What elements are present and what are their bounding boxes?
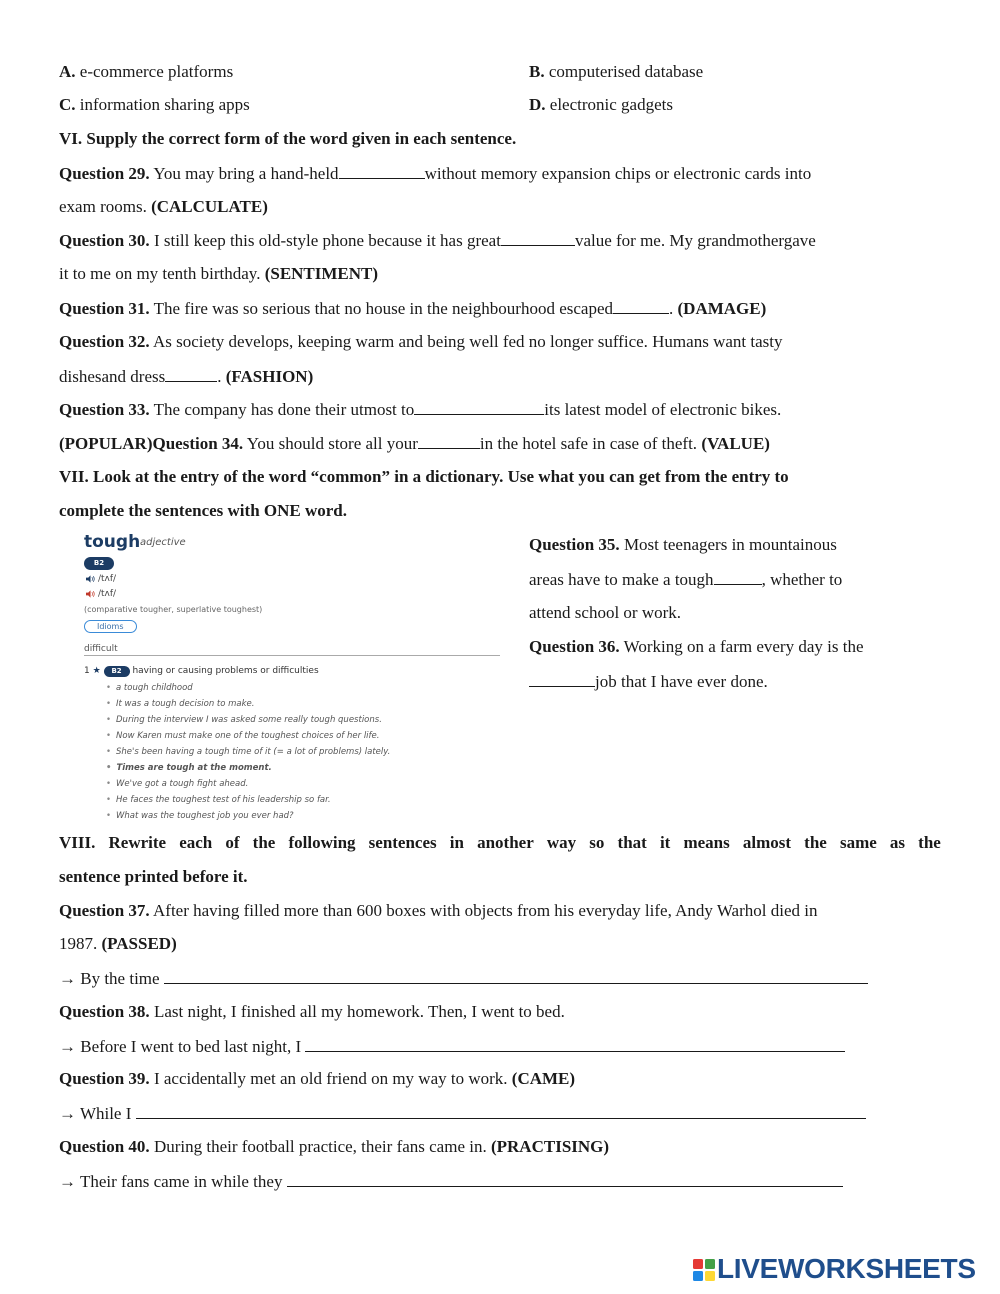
question-30-text-line2: it to me on my tenth birthday. bbox=[59, 264, 261, 283]
question-32-text: As society develops, keeping warm and being well fed no longer suffice. Humans want tasty bbox=[153, 332, 783, 351]
question-37-answer-line[interactable] bbox=[164, 968, 868, 984]
liveworksheets-logo-icon bbox=[693, 1259, 715, 1281]
question-40-word: (PRACTISING) bbox=[490, 1137, 610, 1156]
section-7-title-line1: VII. Look at the entry of the word “common” in a dictionary. Use what you can get from the entry to bbox=[59, 467, 789, 486]
question-35-text-after: , whether to bbox=[761, 570, 843, 589]
option-a-letter: A. bbox=[59, 62, 76, 81]
pronunciation-us[interactable] bbox=[86, 589, 116, 599]
section-8-word: another bbox=[477, 833, 534, 852]
question-39-answer bbox=[59, 1103, 866, 1124]
section-8-word: same bbox=[839, 833, 877, 852]
sense-level-badge bbox=[104, 666, 130, 677]
section-8-word: it bbox=[659, 833, 671, 852]
question-32-label: Question 32. bbox=[59, 332, 150, 351]
question-32-text-after: . bbox=[217, 367, 222, 386]
question-37-text-line2: 1987. bbox=[59, 934, 98, 953]
liveworksheets-logo-text: LIVEWORKSHEETS bbox=[717, 1253, 976, 1284]
question-29-blank[interactable] bbox=[339, 163, 425, 179]
example-sentence: • We've got a tough fight ahead. bbox=[106, 779, 248, 789]
question-40-answer-line[interactable] bbox=[287, 1171, 843, 1187]
question-39-line1 bbox=[59, 1069, 575, 1089]
section-8-word: VIII. bbox=[59, 833, 96, 852]
option-b-letter: B. bbox=[529, 62, 545, 81]
section-8-word: so bbox=[589, 833, 605, 852]
comparative-forms: (comparative tougher, superlative toughest) bbox=[84, 605, 263, 614]
question-38-answer-line[interactable] bbox=[305, 1036, 845, 1052]
question-35-text-line1: Most teenagers in mountainous bbox=[623, 535, 837, 554]
question-36-line1 bbox=[529, 637, 864, 657]
question-29-text-line2: exam rooms. bbox=[59, 197, 147, 216]
question-33-text-after: its latest model of electronic bikes. bbox=[544, 400, 782, 419]
question-30-text-after: value for me. My grandmothergave bbox=[574, 231, 816, 250]
dictionary-headword: tough bbox=[84, 532, 141, 552]
question-40-line1 bbox=[59, 1137, 609, 1157]
question-34-word: (VALUE) bbox=[701, 434, 770, 453]
question-29-text-after: without memory expansion chips or electronic cards into bbox=[424, 164, 812, 183]
option-d-text: electronic gadgets bbox=[549, 95, 673, 114]
option-c-text: information sharing apps bbox=[79, 95, 250, 114]
question-36-label: Question 36. bbox=[529, 637, 620, 656]
question-33-blank[interactable] bbox=[414, 399, 544, 415]
example-sentence: • It was a tough decision to make. bbox=[106, 699, 254, 709]
question-34-text-after: in the hotel safe in case of theft. bbox=[479, 434, 698, 453]
question-29-word: (CALCULATE) bbox=[151, 197, 268, 216]
question-29-line2 bbox=[59, 197, 268, 217]
question-38-prompt: → Before I went to bed last night, I bbox=[59, 1037, 302, 1056]
question-29-text-before: You may bring a hand-held bbox=[153, 164, 339, 183]
question-33-word: (POPULAR) bbox=[59, 434, 153, 453]
section-8-word: almost bbox=[742, 833, 792, 852]
example-sentence: • During the interview I was asked some really tough questions. bbox=[106, 715, 382, 725]
option-a bbox=[59, 62, 233, 82]
question-35-line3: attend school or work. bbox=[529, 603, 682, 622]
sense-number: 1 bbox=[84, 666, 90, 676]
section-8-word: as bbox=[889, 833, 906, 852]
question-29-line1 bbox=[59, 163, 811, 184]
question-39-answer-line[interactable] bbox=[136, 1103, 866, 1119]
pronunciation-uk-text: /tʌf/ bbox=[98, 574, 117, 584]
question-34 bbox=[59, 433, 770, 454]
question-32-line2 bbox=[59, 366, 313, 387]
section-8-word: way bbox=[546, 833, 577, 852]
question-35-label: Question 35. bbox=[529, 535, 620, 554]
question-34-text-before: You should store all your bbox=[246, 434, 418, 453]
sense-def-text: having or causing problems or difficulties bbox=[132, 666, 319, 676]
question-32-word: (FASHION) bbox=[225, 367, 314, 386]
option-d-letter: D. bbox=[529, 95, 546, 114]
section-8-word: following bbox=[288, 833, 356, 852]
option-a-text: e-commerce platforms bbox=[79, 62, 234, 81]
question-37-text: After having filled more than 600 boxes with objects from his everyday life, Andy Warhol died in bbox=[153, 901, 818, 920]
section-8-word: means bbox=[683, 833, 730, 852]
question-37-answer bbox=[59, 968, 868, 989]
question-39-text: I accidentally met an old friend on my way to work. bbox=[153, 1069, 508, 1088]
question-39-label: Question 39. bbox=[59, 1069, 150, 1088]
question-35-line1 bbox=[529, 535, 837, 555]
example-sentence: • What was the toughest job you ever had? bbox=[106, 811, 294, 821]
question-31-blank[interactable] bbox=[613, 298, 669, 314]
question-38-answer bbox=[59, 1036, 845, 1057]
question-37-line1 bbox=[59, 901, 817, 921]
question-30-line2 bbox=[59, 264, 378, 284]
question-36-blank[interactable] bbox=[529, 671, 595, 687]
section-8-word: that bbox=[617, 833, 647, 852]
question-33-label: Question 33. bbox=[59, 400, 150, 419]
question-39-prompt: → While I bbox=[59, 1104, 132, 1123]
question-30-blank[interactable] bbox=[501, 230, 575, 246]
question-31-word: (DAMAGE) bbox=[677, 299, 767, 318]
question-34-blank[interactable] bbox=[418, 433, 480, 449]
pronunciation-us-text: /tʌf/ bbox=[98, 589, 117, 599]
question-35-blank[interactable] bbox=[714, 569, 762, 585]
option-c-letter: C. bbox=[59, 95, 76, 114]
question-31 bbox=[59, 298, 766, 319]
question-35-text-before: areas have to make a tough bbox=[529, 570, 714, 589]
idioms-button[interactable]: Idioms bbox=[84, 620, 137, 633]
section-8-word: the bbox=[804, 833, 827, 852]
question-37-label: Question 37. bbox=[59, 901, 150, 920]
question-35-line2 bbox=[529, 569, 842, 590]
dictionary-part-of-speech: adjective bbox=[140, 537, 186, 548]
speaker-icon[interactable] bbox=[86, 575, 95, 583]
section-6-title: VI. Supply the correct form of the word given in each sentence. bbox=[59, 129, 517, 148]
section-8-word: of bbox=[225, 833, 240, 852]
question-38-line1 bbox=[59, 1002, 565, 1022]
section-8-word: the bbox=[252, 833, 276, 852]
question-31-text-before: The fire was so serious that no house in the neighbourhood escaped bbox=[153, 299, 613, 318]
section-8-word: each bbox=[179, 833, 213, 852]
example-sentence: • He faces the toughest test of his leadership so far. bbox=[106, 795, 331, 805]
option-c bbox=[59, 95, 250, 115]
question-33 bbox=[59, 399, 781, 420]
section-8-title-line1 bbox=[59, 833, 941, 853]
question-32-line1 bbox=[59, 332, 782, 352]
example-sentence: • Now Karen must make one of the toughest choices of her life. bbox=[106, 731, 379, 741]
sense-level-text: B2 bbox=[111, 667, 122, 675]
pronunciation-uk[interactable] bbox=[86, 574, 116, 584]
sense-heading: difficult bbox=[84, 644, 118, 654]
option-b bbox=[529, 62, 703, 82]
question-30-line1 bbox=[59, 230, 816, 251]
question-38-text: Last night, I finished all my homework. Then, I went to bed. bbox=[153, 1002, 565, 1021]
section-8-word: the bbox=[918, 833, 941, 852]
option-d bbox=[529, 95, 673, 115]
question-32-blank[interactable] bbox=[165, 366, 217, 382]
question-29-label: Question 29. bbox=[59, 164, 150, 183]
question-30-text-before: I still keep this old-style phone because it has great bbox=[153, 231, 501, 250]
question-30-word: (SENTIMENT) bbox=[264, 264, 379, 283]
question-32-text-line2: dishesand dress bbox=[59, 367, 166, 386]
question-36-text-after: job that I have ever done. bbox=[595, 672, 768, 691]
section-7-title-line2: complete the sentences with ONE word. bbox=[59, 501, 348, 520]
star-icon: ★ bbox=[92, 666, 101, 676]
question-38-label: Question 38. bbox=[59, 1002, 150, 1021]
divider bbox=[84, 655, 500, 656]
example-sentence: • a tough childhood bbox=[106, 683, 193, 693]
question-40-text: During their football practice, their fans came in. bbox=[153, 1137, 487, 1156]
question-37-prompt: → By the time bbox=[59, 969, 160, 988]
question-39-word: (CAME) bbox=[511, 1069, 576, 1088]
section-8-word: Rewrite bbox=[108, 833, 167, 852]
section-8-title-line2: sentence printed before it. bbox=[59, 867, 248, 886]
question-37-word: (PASSED) bbox=[101, 934, 177, 953]
option-b-text: computerised database bbox=[548, 62, 704, 81]
question-40-answer bbox=[59, 1171, 843, 1192]
question-37-line2 bbox=[59, 934, 177, 954]
question-40-prompt: → Their fans came in while they bbox=[59, 1172, 283, 1191]
liveworksheets-logo bbox=[693, 1253, 991, 1285]
dictionary-entry bbox=[80, 532, 505, 822]
question-36-text-line1: Working on a farm every day is the bbox=[623, 637, 864, 656]
speaker-icon[interactable] bbox=[86, 590, 95, 598]
question-34-label: Question 34. bbox=[152, 434, 244, 453]
question-31-label: Question 31. bbox=[59, 299, 150, 318]
question-36-line2 bbox=[529, 671, 768, 692]
sense-definition bbox=[84, 666, 319, 677]
section-8-word: in bbox=[449, 833, 464, 852]
question-31-text-after: . bbox=[669, 299, 674, 318]
section-8-word: sentences bbox=[368, 833, 437, 852]
question-33-text-before: The company has done their utmost to bbox=[153, 400, 415, 419]
question-40-label: Question 40. bbox=[59, 1137, 150, 1156]
level-badge bbox=[84, 557, 114, 570]
example-sentence: • She's been having a tough time of it (= a lot of problems) lately. bbox=[106, 747, 390, 757]
level-badge-text: B2 bbox=[93, 559, 105, 567]
question-30-label: Question 30. bbox=[59, 231, 150, 250]
example-sentence: • Times are tough at the moment. bbox=[106, 763, 272, 773]
